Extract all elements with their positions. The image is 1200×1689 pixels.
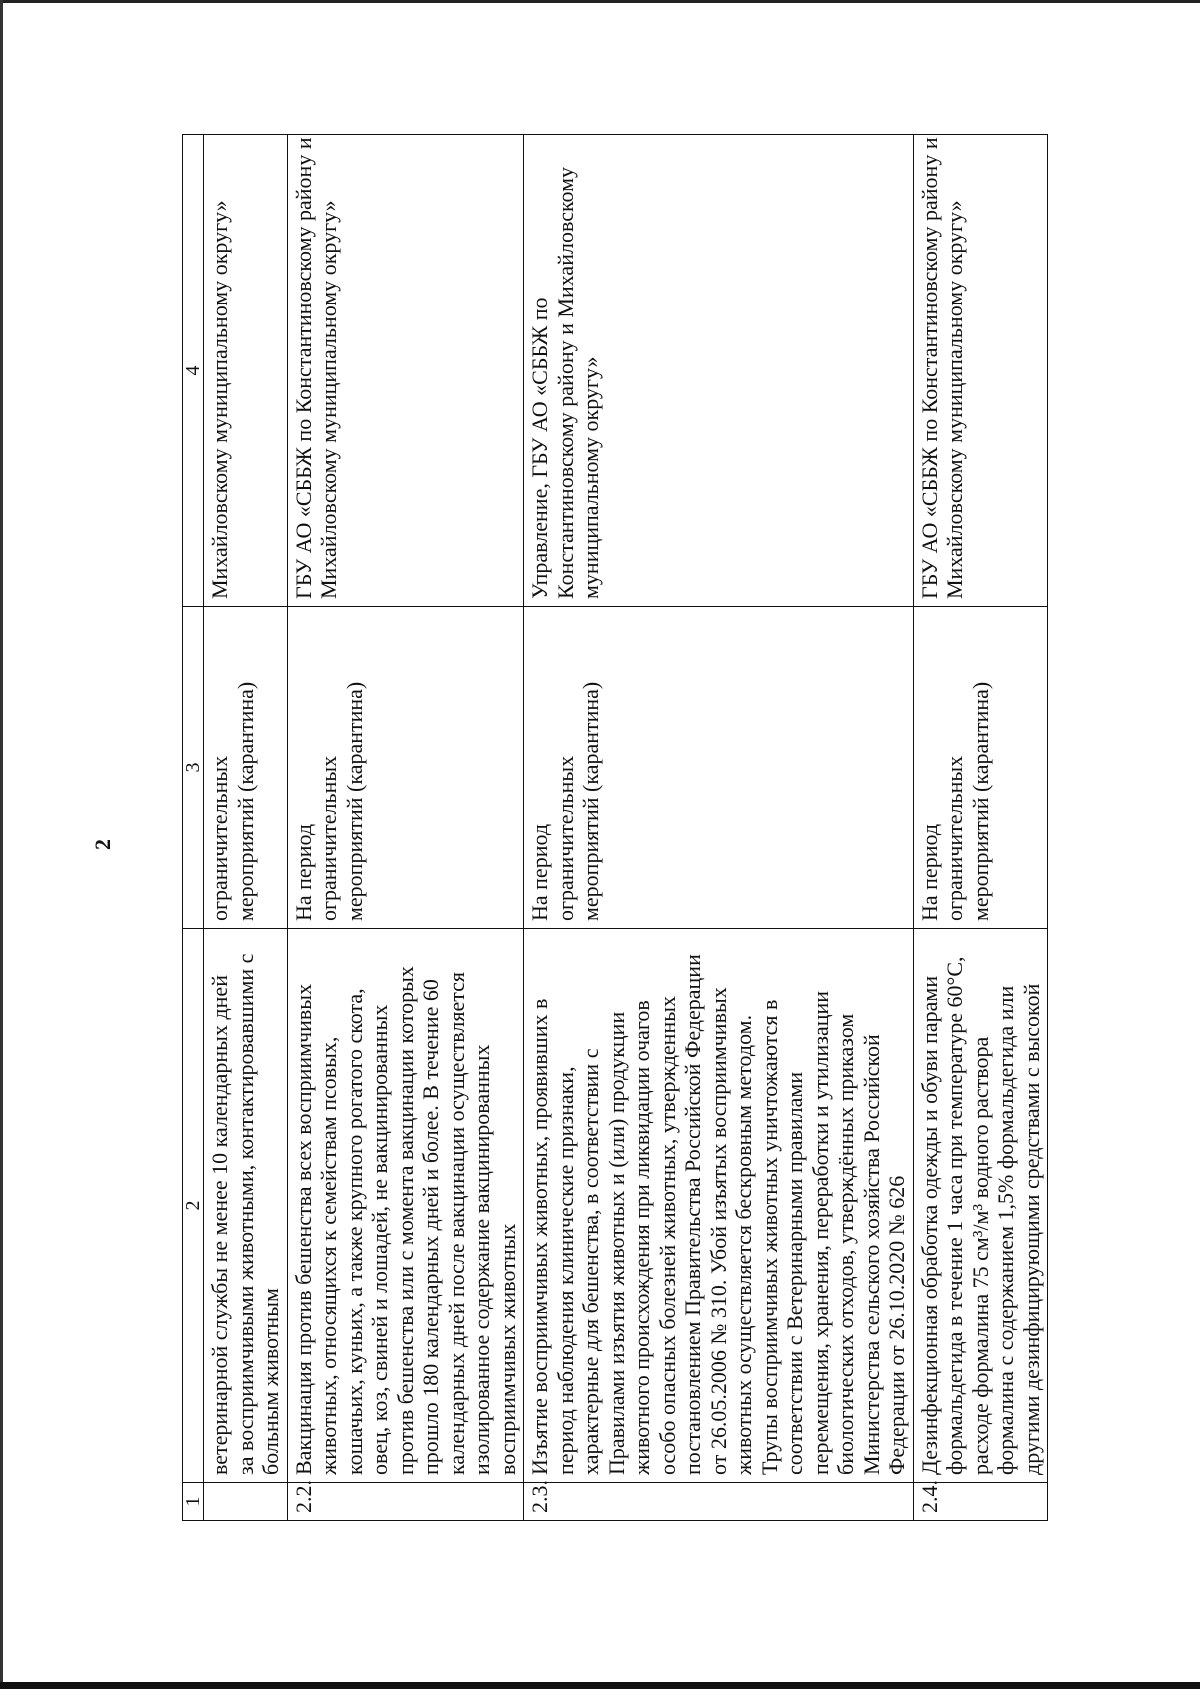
text-line: Дезинфекционная обработка одежды и обуви парами xyxy=(916,975,942,1475)
text-line: животных, относящихся к семействам псовых, xyxy=(316,1036,341,1475)
scan-edge-left xyxy=(0,0,3,1689)
text-line: за восприимчивыми животными, контактировавшими с xyxy=(232,953,258,1475)
text-line: расходе формалина 75 см³/м³ водного раствора xyxy=(967,1036,993,1475)
text-line: Михайловскому муниципальному округу» xyxy=(316,200,341,599)
period-cell xyxy=(287,607,524,929)
row-number: 2.2. xyxy=(287,1483,524,1521)
executor-cell xyxy=(287,135,524,607)
executor-cell xyxy=(913,135,1048,607)
text-line: ветеринарной службы не менее 10 календарных дней xyxy=(207,975,232,1475)
text-line: животного происхождения при ликвидации очагов xyxy=(629,1000,654,1475)
scan-edge-top xyxy=(0,0,1200,3)
text-line: Министерства сельского хозяйства Российской xyxy=(858,1034,884,1475)
text-line: На период xyxy=(290,823,316,921)
executor-cell xyxy=(204,135,288,607)
column-header-4: 4 xyxy=(183,135,204,607)
text-line: мероприятий (карантина) xyxy=(578,681,603,921)
text-line: овец, коз, свиней и лошадей, не вакцинированных xyxy=(367,1004,392,1475)
text-line: другими дезинфицирующими средствами с высокой xyxy=(1018,983,1044,1475)
text-line: ограничительных xyxy=(552,755,578,921)
period-cell xyxy=(913,607,1048,929)
text-line: формальдегида в течение 1 часа при температуре 60°С, xyxy=(942,956,967,1475)
row-number: 2.3. xyxy=(524,1483,914,1521)
text-line: постановлением Правительства Российской Федерации xyxy=(680,954,705,1475)
column-header-1: 1 xyxy=(183,1483,204,1521)
text-line: Правилами изъятия животных и (или) продукции xyxy=(603,1011,629,1475)
text-line: мероприятий (карантина) xyxy=(341,681,367,921)
text-line: Федерации от 26.10.2020 № 626 xyxy=(884,1175,909,1475)
text-line: кошачьих, куньих, а также крупного рогатого скота, xyxy=(341,988,367,1475)
measures-table xyxy=(182,134,1048,1521)
text-line: ограничительных xyxy=(942,755,967,921)
table-row xyxy=(524,135,914,1521)
text-line: Вакцинация против бешенства всех восприимчивых xyxy=(290,983,316,1475)
text-line: характерные для бешенства, в соответствии с xyxy=(578,1048,603,1475)
row-number: 2.4. xyxy=(913,1483,1048,1521)
measure-cell xyxy=(204,929,288,1483)
scan-edge-bottom xyxy=(0,1682,1200,1689)
table-row xyxy=(287,135,524,1521)
measure-cell xyxy=(913,929,1048,1483)
text-line: больным животным xyxy=(258,1288,283,1475)
text-line: особо опасных болезней животных, утвержденных xyxy=(654,996,680,1475)
text-line: На период xyxy=(527,823,552,921)
row-number xyxy=(204,1483,288,1521)
rotated-page xyxy=(60,60,1200,1629)
text-line: формалина с содержанием 1,5% формальдегида или xyxy=(993,985,1018,1475)
text-line: против бешенства или с момента вакцинации которых xyxy=(392,966,418,1475)
text-line: Михайловскому муниципальному округу» xyxy=(942,200,967,599)
text-line: Трупы восприимчивых животных уничтожаются в xyxy=(756,999,782,1475)
text-line: муниципальному округу» xyxy=(578,356,603,599)
text-line: соответствии с Ветеринарными правилами xyxy=(782,1071,807,1475)
text-line: перемещения, хранения, переработки и утилизации xyxy=(807,990,833,1475)
executor-cell xyxy=(524,135,914,607)
table-header-row xyxy=(183,135,204,1521)
text-line: ограничительных xyxy=(316,755,341,921)
table-row xyxy=(913,135,1048,1521)
column-header-3: 3 xyxy=(183,607,204,929)
text-line: Константиновскому району и Михайловскому xyxy=(552,166,578,599)
period-cell xyxy=(204,607,288,929)
text-line: календарных дней после вакцинации осуществляется xyxy=(443,971,469,1475)
text-line: мероприятий (карантина) xyxy=(232,681,258,921)
text-line: изолированное содержание вакцинированных xyxy=(469,1044,494,1475)
text-line: от 26.05.2006 № 310. Убой изъятых восприимчивых xyxy=(705,987,731,1475)
table-row xyxy=(204,135,288,1521)
text-line: мероприятий (карантина) xyxy=(967,681,993,921)
column-header-2: 2 xyxy=(183,929,204,1483)
text-line: животных осуществляется бескровным методом. xyxy=(731,1014,756,1475)
measure-cell xyxy=(524,929,914,1483)
text-line: ГБУ АО «СББЖ по Константиновскому району и xyxy=(916,137,942,599)
text-line: биологических отходов, утверждённых приказом xyxy=(833,1013,858,1475)
text-line: На период xyxy=(916,823,942,921)
measure-cell xyxy=(287,929,524,1483)
text-line: ограничительных xyxy=(207,755,232,921)
text-line: период наблюдения клинические признаки, xyxy=(552,1066,578,1475)
text-line: прошло 180 календарных дней и более. В течение 60 xyxy=(418,979,443,1475)
period-cell xyxy=(524,607,914,929)
text-line: восприимчивых животных xyxy=(494,1223,520,1475)
text-line: Изъятие восприимчивых животных, проявивших в xyxy=(527,998,552,1475)
text-line: Михайловскому муниципальному округу» xyxy=(207,200,232,599)
page-number: 2 xyxy=(90,839,115,850)
text-line: ГБУ АО «СББЖ по Константиновскому району и xyxy=(290,137,316,599)
text-line: Управление, ГБУ АО «СББЖ по xyxy=(527,297,552,599)
